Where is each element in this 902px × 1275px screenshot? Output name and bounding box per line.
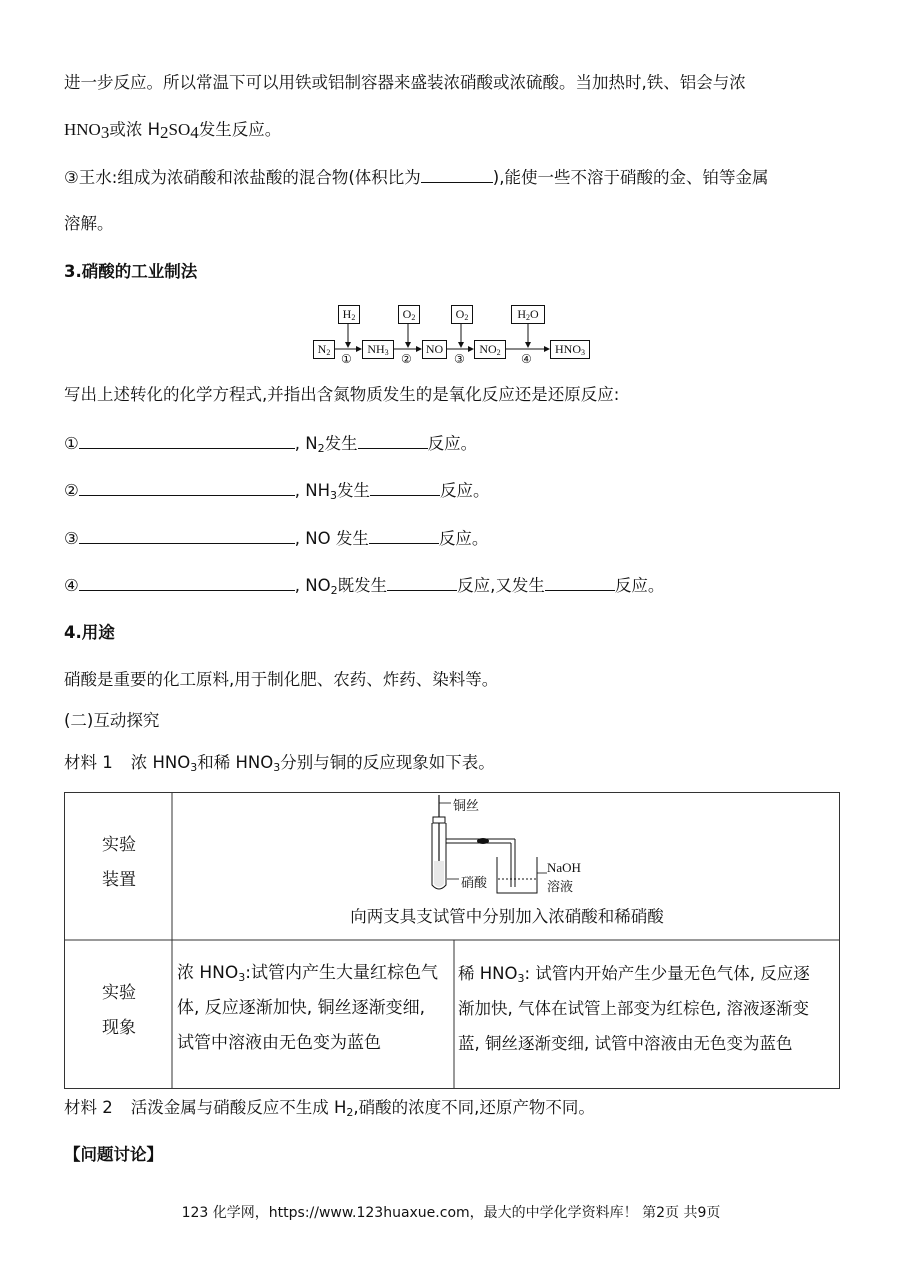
text: 反应。: [614, 576, 665, 595]
text: 写出上述转化的化学方程式,并指出含氮物质发生的是氧化反应还是还原反应:: [64, 385, 620, 404]
reagent-box-o2: $O_2$: [398, 305, 420, 324]
label-naoh: NaOH: [547, 860, 581, 875]
uses-text: [64, 669, 498, 691]
text: 发生: [324, 434, 358, 453]
obs-line-1: [177, 956, 438, 991]
reaction-type-blank[interactable]: [369, 527, 439, 544]
dilute-acid-observation: [458, 956, 810, 1061]
text: 分别与铜的反应现象如下表。: [280, 753, 495, 772]
paragraph-line-2: [64, 119, 281, 141]
label-copper-wire: 铜丝: [453, 799, 480, 814]
text: ,硝酸的浓度不同,还原产物不同。: [353, 1098, 595, 1117]
text: 和稀 HNO: [197, 753, 274, 772]
formula: HNO: [64, 120, 101, 139]
text: 反应,又发生: [457, 576, 545, 595]
obs-line-2: 体, 反应逐渐加快, 铜丝逐渐变细,: [177, 998, 426, 1018]
reagent-box-h2: $H_2$: [338, 305, 360, 324]
section-3-title: [64, 261, 197, 283]
paragraph-line-3: [64, 166, 768, 189]
label-line: 装置: [102, 870, 136, 890]
subscript: 3: [238, 971, 246, 984]
row-label-apparatus: [65, 828, 173, 898]
step-3-label: ③: [454, 352, 465, 366]
experiment-table: [64, 792, 840, 1089]
text: 浓 HNO: [130, 753, 191, 772]
node-no2: $NO_2$: [474, 340, 506, 359]
label-line: 现象: [102, 1018, 136, 1038]
item-number: ④: [64, 576, 79, 595]
text: 稀 HNO: [458, 964, 518, 983]
text: 或浓 H: [109, 120, 160, 139]
text: :试管内产生大量红棕色气: [245, 963, 439, 983]
obs-line-3: 蓝, 铜丝逐渐变细, 试管中溶液由无色变为蓝色: [458, 1034, 793, 1053]
item-number: ①: [64, 434, 79, 453]
equation-line-3: [64, 527, 488, 550]
material-label: 材料 2: [64, 1098, 113, 1117]
text: , NO 发生: [294, 529, 369, 548]
page-footer: 123 化学网，https://www.123huaxue.com，最大的中学化学资料库！ 第2页 共9页: [181, 1205, 721, 1221]
obs-line-3: 试管中溶液由无色变为蓝色: [177, 1033, 381, 1053]
equation-blank[interactable]: [79, 574, 295, 591]
section-4-title: [64, 622, 115, 644]
obs-line-1: [458, 956, 810, 991]
subscript: 2: [160, 123, 169, 142]
subscript: 2: [330, 584, 338, 597]
subscript: 3: [517, 972, 525, 985]
paragraph-line-4: [64, 213, 114, 235]
text: 发生: [337, 481, 371, 500]
paragraph-line-1: [64, 72, 746, 94]
label-solution: 溶液: [547, 880, 574, 895]
text: , NO: [294, 576, 331, 595]
node-n2: $N_2$: [313, 340, 335, 359]
step-1-label: ①: [341, 352, 352, 366]
label-line: 实验: [102, 835, 136, 855]
equation-line-2: [64, 479, 490, 502]
reaction-type-blank[interactable]: [370, 479, 440, 496]
nitric-acid-process-diagram: [0, 300, 902, 370]
text: : 试管内开始产生少量无色气体, 反应逐: [524, 964, 810, 983]
step-2-label: ②: [401, 352, 412, 366]
text: 反应。: [438, 529, 489, 548]
reaction-type-blank[interactable]: [358, 432, 428, 449]
instruction-text: [64, 384, 619, 406]
text: 既发生: [337, 576, 388, 595]
subscript: 2: [346, 1106, 354, 1119]
text: 硝酸是重要的化工原料,用于制化肥、农药、炸药、染料等。: [64, 670, 499, 689]
row-label-phenomena: [65, 976, 173, 1046]
reaction-type-blank[interactable]: [387, 574, 457, 591]
formula: SO: [168, 120, 191, 139]
subscript: 3: [100, 123, 110, 142]
text: , N: [294, 434, 318, 453]
reagent-box-o2-second: $O_2$: [451, 305, 473, 324]
equation-blank[interactable]: [79, 527, 295, 544]
discussion-title: [64, 1144, 163, 1166]
subscript: 2: [317, 442, 325, 455]
equation-line-4: [64, 574, 664, 597]
equation-line-1: [64, 432, 477, 455]
subscript: 3: [330, 489, 338, 502]
reaction-type-blank-2[interactable]: [545, 574, 615, 591]
node-hno3: $HNO_3$: [550, 340, 590, 359]
heading-text: 【问题讨论】: [64, 1145, 163, 1164]
node-nh3: $NH_3$: [362, 340, 394, 359]
heading-text: 3.硝酸的工业制法: [64, 262, 198, 281]
apparatus-caption: 向两支具支试管中分别加入浓硝酸和稀硝酸: [350, 907, 664, 926]
material-2: [64, 1097, 595, 1119]
subscript: 4: [190, 123, 199, 142]
text: (二)互动探究: [64, 711, 160, 730]
text: ),能使一些不溶于硝酸的金、铂等金属: [492, 168, 769, 187]
equation-blank[interactable]: [79, 432, 295, 449]
text: 反应。: [427, 434, 478, 453]
text: 发生反应。: [198, 120, 282, 139]
obs-line-2: 渐加快, 气体在试管上部变为红棕色, 溶液逐渐变: [458, 999, 809, 1018]
label-line: 实验: [102, 983, 136, 1003]
text: 溶解。: [64, 214, 114, 233]
interactive-section-title: [64, 710, 159, 732]
text: , NH: [294, 481, 331, 500]
material-label: 材料 1: [64, 753, 113, 772]
label-nitric-acid: 硝酸: [461, 876, 488, 891]
text: 浓 HNO: [177, 963, 239, 983]
equation-blank[interactable]: [79, 479, 295, 496]
node-no: NO: [422, 340, 447, 359]
item-number: ③: [64, 529, 79, 548]
item-number: ②: [64, 481, 79, 500]
concentrated-acid-observation: [177, 956, 438, 1061]
subscript: 3: [273, 761, 281, 774]
text: 反应。: [440, 481, 490, 500]
text: 进一步反应。所以常温下可以用铁或铝制容器来盛装浓硝酸或浓硫酸。当加热时,铁、铝会与浓: [64, 73, 746, 92]
text: ③王水:组成为浓硝酸和浓盐酸的混合物(体积比为: [64, 168, 421, 187]
step-4-label: ④: [521, 352, 532, 366]
text: 活泼金属与硝酸反应不生成 H: [130, 1098, 347, 1117]
heading-text: 4.用途: [64, 623, 115, 642]
material-1: [64, 752, 495, 774]
subscript: 3: [190, 761, 198, 774]
reagent-box-h2o: $H_2O$: [511, 305, 545, 324]
fill-blank[interactable]: [421, 166, 493, 183]
